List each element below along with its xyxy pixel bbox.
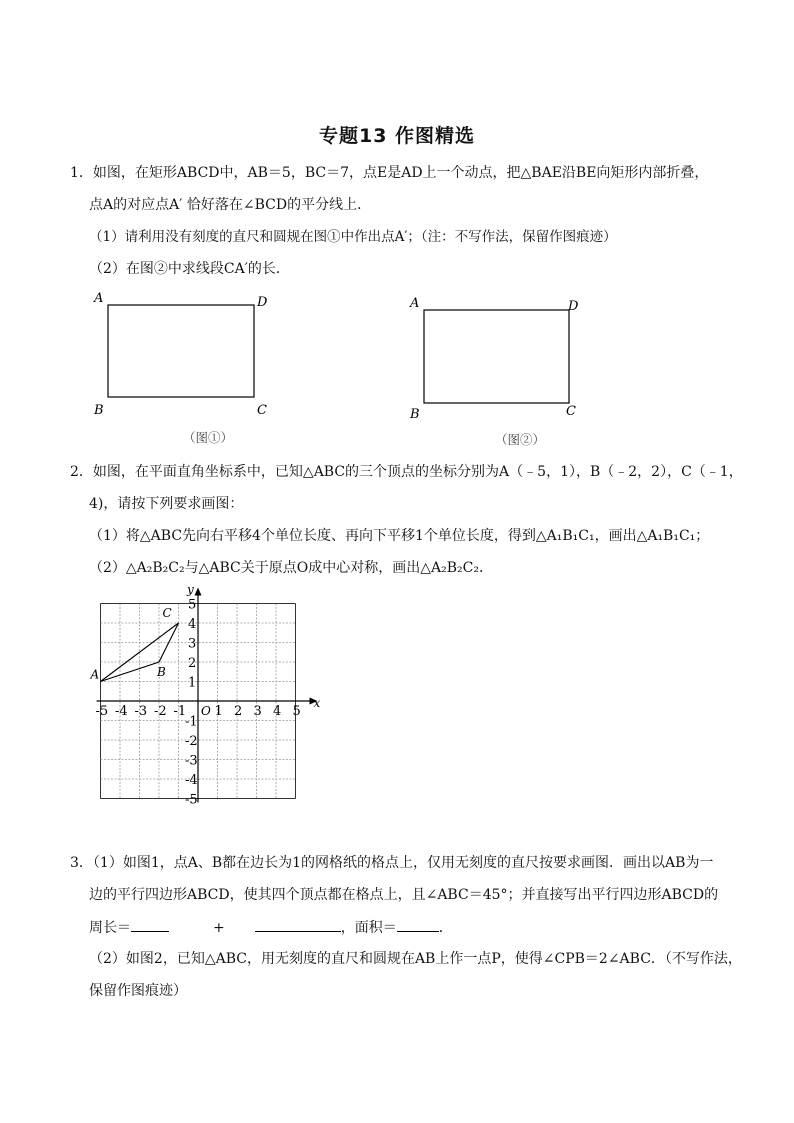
q1-number: 1． bbox=[70, 165, 93, 181]
y-tick-label: 4 bbox=[188, 617, 197, 632]
q3-line1 bbox=[70, 853, 713, 873]
q1-sub1: （1）请利用没有刻度的直尺和圆规在图①中作出点A′；（注：不写作法，保留作图痕迹） bbox=[89, 229, 617, 245]
q3-sub2-line1: （2）如图2，已知△ABC，用无刻度的直尺和圆规在AB上作一点P，使得∠CPB＝2∠ABC．（不写作法， bbox=[89, 951, 742, 967]
q3-number: 3． bbox=[70, 855, 93, 871]
x-tick-label: -5 bbox=[95, 704, 109, 719]
fig2-label-B: B bbox=[410, 407, 420, 422]
y-tick-label: 5 bbox=[188, 597, 197, 613]
q2-number: 2． bbox=[70, 464, 93, 480]
q3-stem-3 bbox=[89, 917, 453, 938]
plus-sign: + bbox=[213, 920, 225, 936]
y-tick-label: -5 bbox=[185, 792, 198, 808]
q3-stem-1: （1）如图1，点A、B都在边长为1的网格纸的格点上，仅用无刻度的直尺按要求画图．画出以AB为一 bbox=[92, 855, 714, 871]
area-blank bbox=[397, 917, 439, 932]
area-label: ，面积＝ bbox=[340, 920, 397, 936]
point-label-C: C bbox=[162, 606, 172, 620]
x-tick-label: 1 bbox=[214, 704, 223, 719]
y-tick-label: -2 bbox=[185, 734, 198, 749]
y-axis-label: y bbox=[187, 582, 194, 597]
line-end: ． bbox=[438, 920, 453, 936]
point-label-B: B bbox=[157, 665, 166, 679]
y-axis-arrow bbox=[195, 588, 202, 596]
y-tick-label: -4 bbox=[185, 773, 198, 788]
y-tick-label: -1 bbox=[185, 714, 198, 730]
fig1-label-D: D bbox=[257, 295, 268, 310]
perimeter-blank-1 bbox=[131, 917, 169, 932]
q2-stem-2: 4)，请按下列要求画图： bbox=[89, 496, 244, 512]
fig2-label-C: C bbox=[566, 404, 576, 419]
x-axis-label: x bbox=[313, 696, 321, 710]
perimeter-label: 周长＝ bbox=[89, 920, 131, 936]
q1-stem-1: 如图，在矩形ABCD中，AB＝5，BC＝7，点E是AD上一个动点，把△BAE沿BE向矩形内部折叠， bbox=[92, 165, 709, 181]
fig2-label-A: A bbox=[410, 296, 420, 311]
perimeter-blank-2 bbox=[255, 917, 341, 932]
fig1-label-C: C bbox=[257, 403, 267, 418]
q3-sub2-line2: 保留作图痕迹） bbox=[89, 983, 187, 999]
x-tick-label: 5 bbox=[292, 704, 301, 719]
point-label-A: A bbox=[90, 667, 100, 682]
q3-stem-2: 边的平行四边形ABCD，使其四个顶点都在格点上，且∠ABC＝45°；并直接写出平行四边形ABCD的 bbox=[89, 887, 719, 903]
x-tick-label: 4 bbox=[273, 704, 282, 719]
y-tick-label: -3 bbox=[185, 753, 198, 769]
q2-stem-1: 如图，在平面直角坐标系中，已知△ABC的三个顶点的坐标分别为A（﹣5，1），B（﹣2，2），C（﹣1， bbox=[92, 464, 743, 480]
y-tick-label: 1 bbox=[188, 675, 197, 691]
q2-sub2: （2）△A₂B₂C₂与△ABC关于原点O成中心对称，画出△A₂B₂C₂． bbox=[89, 560, 493, 576]
x-tick-label: -3 bbox=[134, 704, 148, 719]
x-tick-label: -1 bbox=[173, 704, 187, 719]
x-tick-label: -4 bbox=[115, 704, 128, 719]
axes bbox=[97, 588, 318, 803]
x-tick-label: 2 bbox=[234, 704, 243, 719]
fig1-caption: （图①） bbox=[183, 430, 234, 445]
q1-sub2: （2）在图②中求线段CA′的长． bbox=[89, 261, 290, 277]
y-tick-label: 3 bbox=[188, 636, 197, 652]
fig1-label-A: A bbox=[94, 291, 104, 306]
fig2-caption: （图②） bbox=[495, 432, 546, 447]
q2-sub1: （1）将△ABC先向右平移4个单位长度、再向下平移1个单位长度，得到△A₁B₁C₁，画出△A₁B₁C₁； bbox=[89, 528, 710, 544]
fig2-label-D: D bbox=[568, 299, 579, 314]
x-tick-label: -2 bbox=[154, 704, 167, 719]
y-tick-label: 2 bbox=[188, 656, 197, 671]
fig1-label-B: B bbox=[94, 403, 104, 418]
page-title: 专题13 作图精选 bbox=[318, 125, 476, 147]
origin-label: O bbox=[201, 704, 211, 718]
x-tick-label: 3 bbox=[253, 704, 262, 719]
q1-stem-2: 点A的对应点A′ 恰好落在∠BCD的平分线上． bbox=[89, 197, 372, 213]
